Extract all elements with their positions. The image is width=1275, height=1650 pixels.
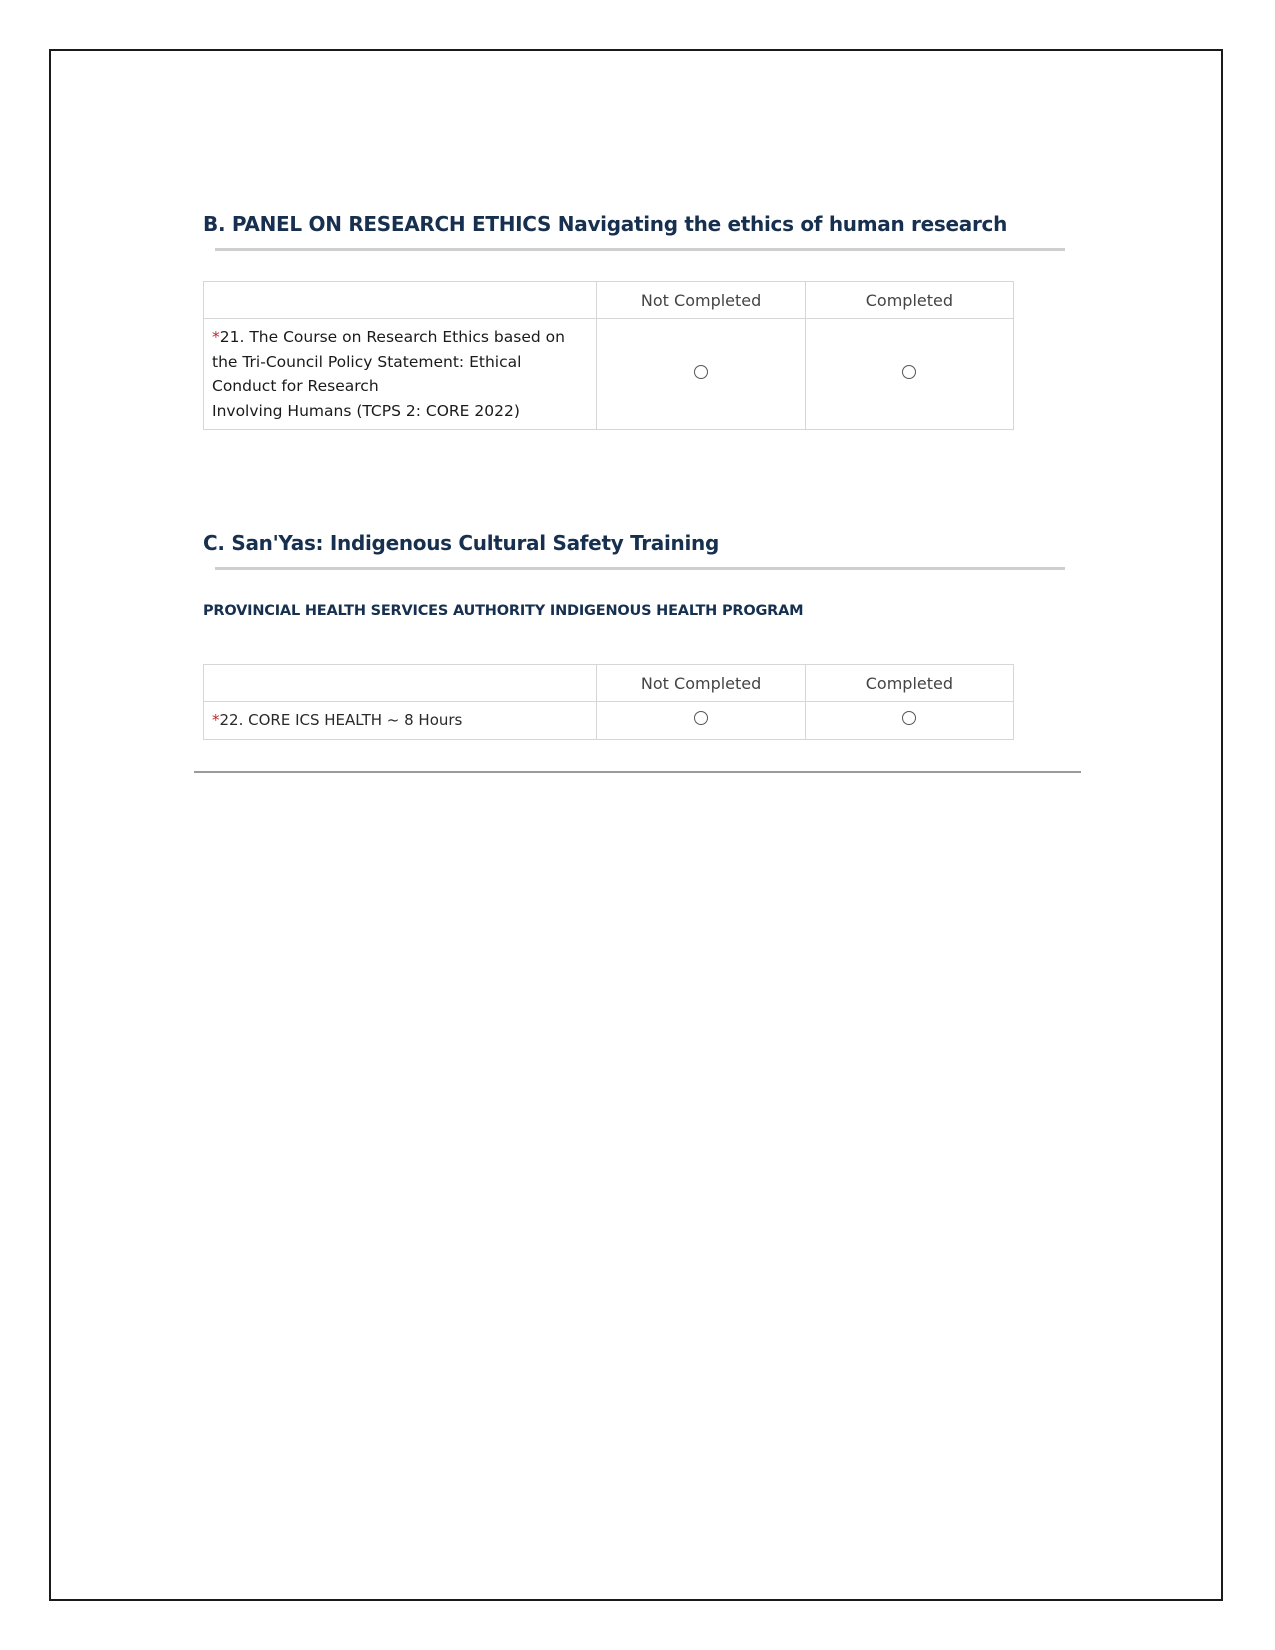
question-21-completed-radio[interactable] <box>902 365 916 379</box>
required-asterisk: * <box>212 328 220 346</box>
question-21-line-3: Conduct for Research <box>212 377 379 395</box>
section-b-heading: B. PANEL ON RESEARCH ETHICS Navigating the ethics of human research <box>203 212 1008 236</box>
section-c-heading: C. San'Yas: Indigenous Cultural Safety Training <box>203 531 720 555</box>
header-empty-cell <box>204 665 597 702</box>
question-22-not-completed-cell <box>597 702 805 740</box>
column-header-not-completed: Not Completed <box>597 282 805 319</box>
question-22-not-completed-radio[interactable] <box>694 711 708 725</box>
section-c-divider <box>215 567 1065 570</box>
column-header-completed: Completed <box>805 665 1013 702</box>
question-22-completed-radio[interactable] <box>902 711 916 725</box>
question-22-completed-cell <box>805 702 1013 740</box>
question-21-row <box>204 319 1014 430</box>
section-c-question-table <box>203 664 1014 740</box>
question-21-line-1: 21. The Course on Research Ethics based on <box>219 328 565 346</box>
program-subheading: PROVINCIAL HEALTH SERVICES AUTHORITY INDIGENOUS HEALTH PROGRAM <box>203 603 804 619</box>
header-empty-cell <box>204 282 597 319</box>
required-asterisk: * <box>212 711 220 730</box>
section-b-question-table <box>203 281 1014 430</box>
question-22-row <box>204 702 1014 740</box>
question-21-completed-cell <box>805 319 1013 430</box>
question-22-label <box>204 702 597 740</box>
question-21-not-completed-cell <box>597 319 805 430</box>
table-header-row <box>204 282 1014 319</box>
table-header-row <box>204 665 1014 702</box>
column-header-completed: Completed <box>805 282 1013 319</box>
question-22-text: 22. CORE ICS HEALTH ~ 8 Hours <box>219 711 463 730</box>
section-end-divider <box>194 771 1081 773</box>
question-21-label <box>204 319 597 430</box>
question-21-not-completed-radio[interactable] <box>694 365 708 379</box>
section-b-divider <box>215 248 1065 251</box>
question-21-line-2: the Tri-Council Policy Statement: Ethical <box>212 352 522 371</box>
question-21-line-4: Involving Humans (TCPS 2: CORE 2022) <box>212 401 520 420</box>
column-header-not-completed: Not Completed <box>597 665 805 702</box>
